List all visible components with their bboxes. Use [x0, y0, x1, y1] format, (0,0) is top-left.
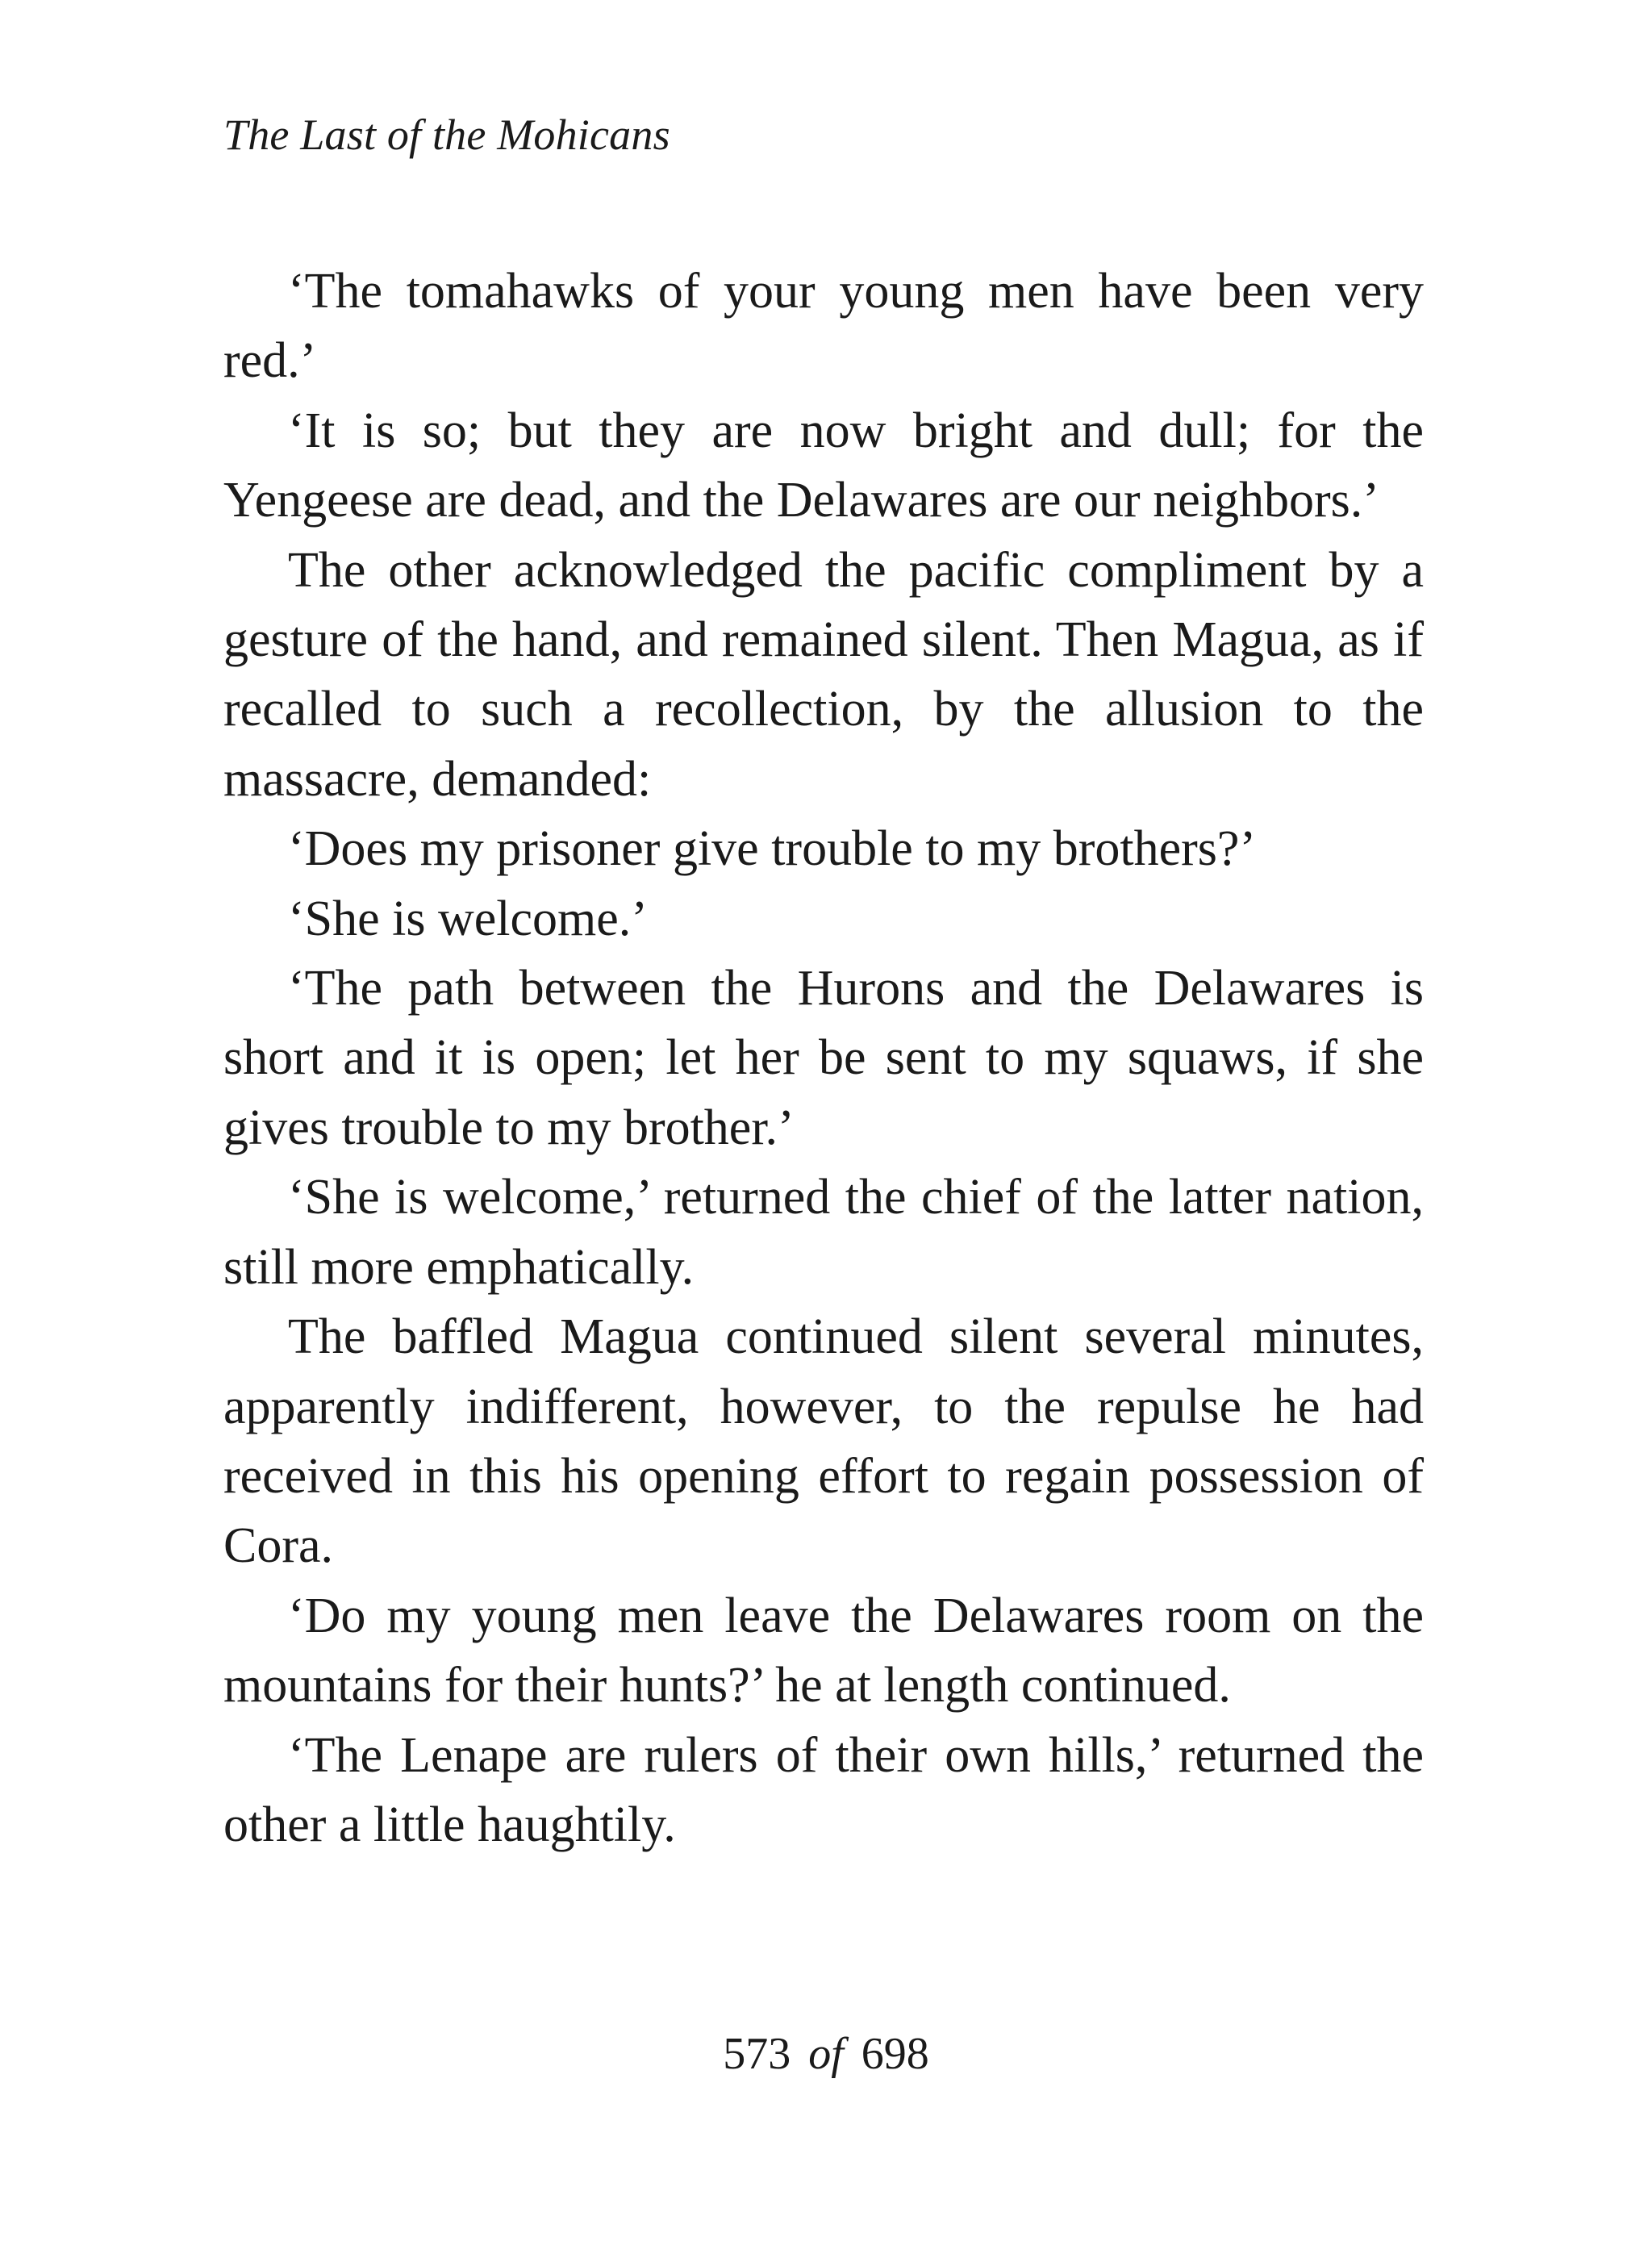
- paragraph: ‘Does my prisoner give trouble to my brothers?’: [288, 821, 1257, 877]
- paragraph: ‘She is welcome.’: [288, 891, 648, 946]
- paragraph: ‘It is so; but they are now bright and dull; for the Yengeese are dead, and the Delawares are our neighbors.’: [223, 403, 1424, 528]
- paragraph: The baffled Magua continued silent several minutes, apparently indifferent, however, to the repulse he had received in this his opening effort to regain possession of Cora.: [223, 1309, 1424, 1574]
- total-page-count: 698: [861, 2029, 929, 2079]
- paragraph: ‘The tomahawks of your young men have been very red.’: [223, 264, 1424, 389]
- page-body-text: [223, 257, 1424, 1860]
- paragraph: ‘Do my young men leave the Delawares room on the mountains for their hunts?’ he at length continued.: [223, 1588, 1424, 1713]
- current-page-number: 573: [723, 2029, 791, 2079]
- paragraph: ‘The path between the Hurons and the Delawares is short and it is open; let her be sent to my squaws, if she gives trouble to my brother.’: [223, 961, 1424, 1155]
- page-number-separator: of: [808, 2029, 844, 2079]
- paragraph: The other acknowledged the pacific compliment by a gesture of the hand, and remained silent. Then Magua, as if recalled to such a recollection, by the allusion to the massacre, demanded:: [223, 542, 1424, 807]
- paragraph: ‘She is welcome,’ returned the chief of the latter nation, still more emphatically.: [223, 1170, 1424, 1295]
- paragraph: ‘The Lenape are rulers of their own hills,’ returned the other a little haughtily.: [223, 1727, 1424, 1852]
- page-number-indicator: [0, 2025, 1652, 2083]
- running-header-book-title: The Last of the Mohicans: [223, 111, 670, 159]
